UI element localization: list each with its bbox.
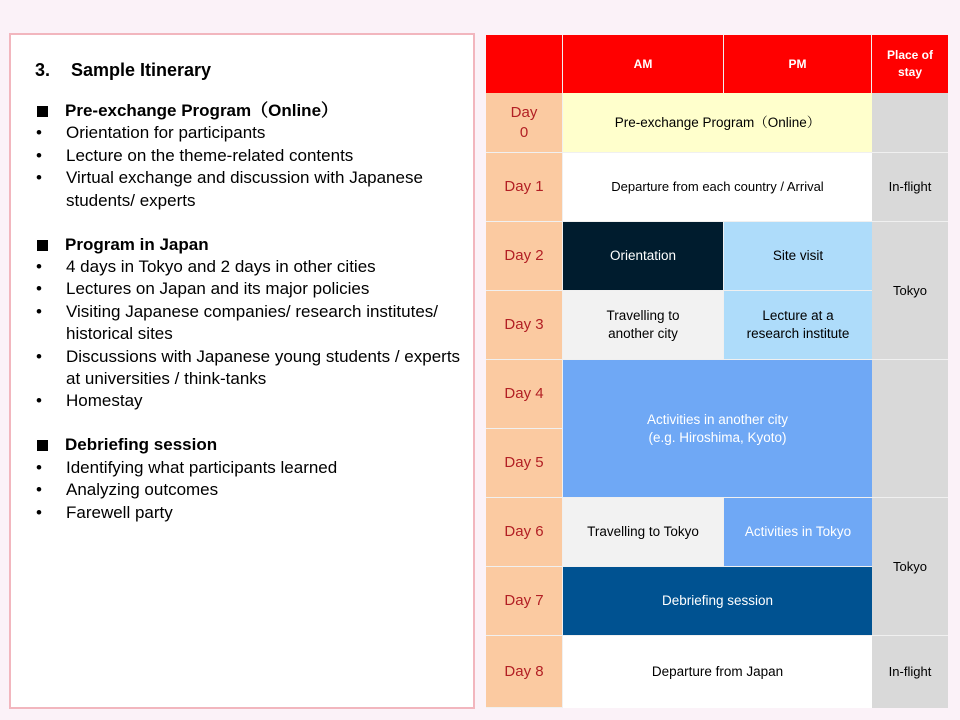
stay-day-2-3: Tokyo	[872, 222, 948, 360]
bullet-icon: •	[36, 346, 42, 366]
day-8-label: Day 8	[486, 636, 563, 708]
stay-day-4-5	[872, 360, 948, 498]
list-item-text: Lecture on the theme-related contents	[66, 145, 354, 165]
bullet-icon: •	[36, 391, 42, 411]
list-item-text: Virtual exchange and discussion with Japanese students/ experts	[66, 168, 423, 210]
section-0	[35, 100, 465, 212]
list-item-text: Identifying what participants learned	[66, 457, 338, 477]
list-item-text: Homestay	[66, 391, 143, 411]
square-bullet-icon	[37, 440, 48, 451]
list-item	[35, 457, 465, 479]
itinerary-table	[486, 35, 948, 708]
bullet-icon: •	[36, 168, 42, 188]
travelling-another-city-cell: Travelling to another city	[563, 291, 724, 360]
site-visit-cell: Site visit	[724, 222, 872, 291]
list-item-text: Farewell party	[66, 502, 173, 522]
square-bullet-icon	[37, 106, 48, 117]
itinerary-text-panel	[9, 33, 475, 709]
day-5-label: Day 5	[486, 429, 563, 498]
orientation-cell: Orientation	[563, 222, 724, 291]
pre-exchange-cell: Pre-exchange Program（Online）	[563, 93, 872, 153]
square-bullet-icon	[37, 240, 48, 251]
day-0-label: Day 0	[486, 93, 563, 153]
day-6-label: Day 6	[486, 498, 563, 567]
header-corner	[486, 35, 563, 93]
heading-title: Sample Itinerary	[71, 60, 212, 80]
sections-list	[35, 100, 465, 545]
list-item-text: Lectures on Japan and its major policies	[66, 279, 370, 299]
section-title-text: Pre-exchange Program（Online）	[65, 101, 339, 120]
day-4-label: Day 4	[486, 360, 563, 429]
section-title	[35, 434, 465, 456]
debriefing-session-cell: Debriefing session	[563, 567, 872, 636]
list-item-text: Analyzing outcomes	[66, 480, 219, 500]
list-item	[35, 167, 465, 212]
header-place-of-stay: Place of stay	[872, 35, 948, 93]
list-item	[35, 390, 465, 412]
stay-day-0	[872, 93, 948, 153]
bullet-icon: •	[36, 457, 42, 477]
departure-arrival-cell: Departure from each country / Arrival	[563, 153, 872, 222]
bullet-icon: •	[36, 301, 42, 321]
bullet-icon: •	[36, 256, 42, 276]
bullet-icon: •	[36, 502, 42, 522]
list-item	[35, 278, 465, 300]
section-2	[35, 434, 465, 524]
day-7-label: Day 7	[486, 567, 563, 636]
activities-another-city-cell: Activities in another city (e.g. Hiroshima, Kyoto)	[563, 360, 872, 498]
list-item-text: 4 days in Tokyo and 2 days in other cities	[66, 256, 376, 276]
header-pm: PM	[724, 35, 872, 93]
activities-in-tokyo-cell: Activities in Tokyo	[724, 498, 872, 567]
day-1-label: Day 1	[486, 153, 563, 222]
list-item-text: Discussions with Japanese young students / experts at universities / think-tanks	[66, 346, 461, 388]
section-title-text: Program in Japan	[65, 234, 209, 254]
section-title	[35, 234, 465, 256]
list-item	[35, 502, 465, 524]
list-item	[35, 479, 465, 501]
departure-from-japan-cell: Departure from Japan	[563, 636, 872, 708]
list-item-text: Visiting Japanese companies/ research institutes/ historical sites	[66, 301, 438, 344]
stay-day-6-7: Tokyo	[872, 498, 948, 636]
bullet-icon: •	[36, 480, 42, 500]
list-item	[35, 256, 465, 278]
list-item-text: Orientation for participants	[66, 123, 266, 143]
slide-heading	[35, 60, 211, 81]
list-item	[35, 346, 465, 391]
bullet-icon: •	[36, 123, 42, 143]
stay-day-1: In-flight	[872, 153, 948, 222]
header-am: AM	[563, 35, 724, 93]
stay-day-8: In-flight	[872, 636, 948, 708]
travelling-to-tokyo-cell: Travelling to Tokyo	[563, 498, 724, 567]
bullet-icon: •	[36, 145, 42, 165]
list-item	[35, 301, 465, 346]
bullet-icon: •	[36, 279, 42, 299]
lecture-research-institute-cell: Lecture at a research institute	[724, 291, 872, 360]
section-1	[35, 234, 465, 413]
list-item	[35, 145, 465, 167]
section-title	[35, 100, 465, 122]
day-2-label: Day 2	[486, 222, 563, 291]
section-title-text: Debriefing session	[65, 435, 218, 455]
heading-number: 3.	[35, 60, 51, 80]
day-3-label: Day 3	[486, 291, 563, 360]
list-item	[35, 122, 465, 144]
